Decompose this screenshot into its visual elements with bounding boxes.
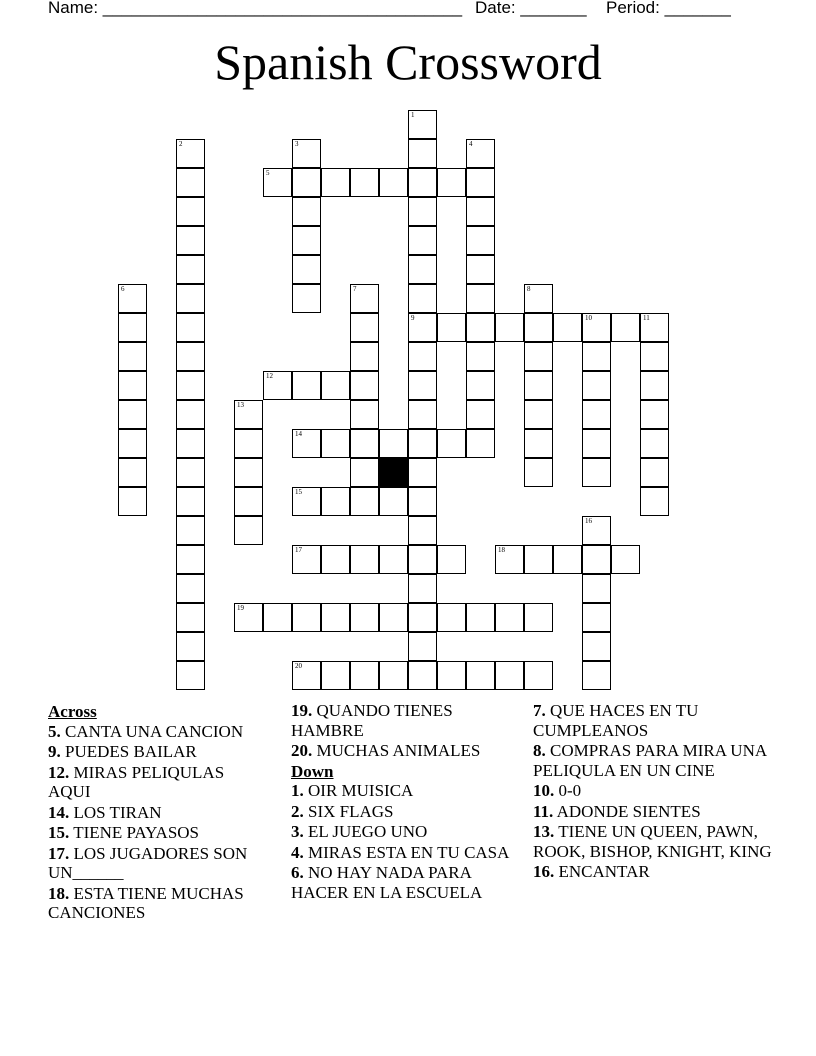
grid-cell[interactable]	[292, 284, 321, 313]
clue-item	[533, 701, 773, 740]
grid-cell[interactable]	[118, 371, 147, 400]
grid-cell[interactable]	[176, 632, 205, 661]
grid-cell[interactable]	[582, 574, 611, 603]
grid-cell[interactable]	[350, 313, 379, 342]
clue-text: TIENE PAYASOS	[69, 823, 199, 842]
grid-cell[interactable]	[524, 429, 553, 458]
clue-number-label: 17.	[48, 843, 70, 863]
clue-number-label: 7.	[533, 701, 546, 720]
clue-text: TIENE UN QUEEN, PAWN, ROOK, BISHOP, KNIGHT, KING	[533, 822, 772, 861]
grid-cell[interactable]	[408, 139, 437, 168]
clue-number: 12	[266, 372, 273, 380]
grid-cell[interactable]	[582, 429, 611, 458]
clue-number-label: 2.	[291, 801, 304, 821]
grid-cell[interactable]	[437, 429, 466, 458]
grid-cell[interactable]	[292, 603, 321, 632]
clue-text: NO HAY NADA PARA HACER EN LA ESCUELA	[291, 863, 483, 902]
grid-cell[interactable]	[118, 400, 147, 429]
grid-cell[interactable]	[292, 545, 321, 574]
clue-item	[533, 741, 773, 780]
grid-cell[interactable]	[234, 487, 263, 516]
clue-number: 6	[121, 285, 125, 293]
clue-number-label: 16.	[533, 862, 555, 881]
grid-cell[interactable]	[176, 197, 205, 226]
grid-cell[interactable]	[466, 603, 495, 632]
grid-cell[interactable]	[176, 313, 205, 342]
clue-number-label: 15.	[48, 823, 70, 842]
grid-cell[interactable]	[437, 661, 466, 690]
grid-cell[interactable]	[524, 545, 553, 574]
grid-cell[interactable]	[321, 429, 350, 458]
grid-cell[interactable]	[466, 313, 495, 342]
grid-cell[interactable]	[408, 313, 437, 342]
grid-cell[interactable]	[466, 342, 495, 371]
down-clue-list	[291, 781, 521, 902]
clue-item	[291, 701, 521, 740]
clue-text: COMPRAS PARA MIRA UNA PELIQULA EN UN CINE	[533, 741, 767, 780]
clue-item	[291, 822, 521, 842]
clue-number-label: 1.	[291, 781, 304, 800]
period-field[interactable]: Period: _______	[606, 0, 731, 17]
across-clue-list	[48, 722, 268, 923]
clue-number: 14	[295, 430, 302, 438]
grid-cell[interactable]	[640, 371, 669, 400]
clue-item	[48, 844, 268, 883]
across-clue-list-continued	[291, 701, 521, 761]
grid-cell[interactable]	[379, 168, 408, 197]
grid-cell[interactable]	[408, 487, 437, 516]
grid-cell[interactable]	[292, 139, 321, 168]
clue-number-label: 6.	[291, 863, 304, 882]
clue-text: ESTA TIENE MUCHAS CANCIONES	[48, 883, 244, 922]
grid-cell[interactable]	[466, 429, 495, 458]
grid-cell[interactable]	[582, 313, 611, 342]
grid-cell[interactable]	[582, 458, 611, 487]
clue-number: 10	[585, 314, 592, 322]
grid-cell[interactable]	[321, 168, 350, 197]
clue-text: OIR MUISICA	[303, 781, 414, 800]
grid-cell[interactable]	[582, 371, 611, 400]
grid-cell[interactable]	[176, 400, 205, 429]
clue-item	[291, 843, 521, 863]
grid-cell[interactable]	[408, 545, 437, 574]
grid-cell[interactable]	[350, 603, 379, 632]
clue-item	[48, 763, 268, 802]
clue-number: 2	[179, 140, 183, 148]
grid-cell[interactable]	[408, 458, 437, 487]
grid-cell[interactable]	[553, 545, 582, 574]
clue-number-label: 11.	[533, 801, 554, 821]
grid-cell[interactable]	[408, 342, 437, 371]
grid-cell[interactable]	[582, 661, 611, 690]
grid-cell[interactable]	[292, 168, 321, 197]
grid-cell[interactable]	[582, 632, 611, 661]
clue-number: 3	[295, 140, 299, 148]
grid-cell[interactable]	[466, 226, 495, 255]
grid-cell[interactable]	[408, 168, 437, 197]
grid-cell[interactable]	[176, 545, 205, 574]
grid-cell[interactable]	[176, 516, 205, 545]
grid-cell[interactable]	[379, 429, 408, 458]
clue-number: 5	[266, 169, 270, 177]
grid-cell[interactable]	[263, 603, 292, 632]
clue-number: 20	[295, 662, 302, 670]
grid-cell[interactable]	[582, 516, 611, 545]
clues-column-1	[48, 701, 268, 924]
grid-cell[interactable]	[640, 458, 669, 487]
grid-cell[interactable]	[466, 255, 495, 284]
grid-cell[interactable]	[611, 545, 640, 574]
grid-cell[interactable]	[408, 226, 437, 255]
grid-cell[interactable]	[176, 429, 205, 458]
grid-cell[interactable]	[292, 661, 321, 690]
grid-cell[interactable]	[437, 168, 466, 197]
grid-cell[interactable]	[350, 284, 379, 313]
grid-cell[interactable]	[350, 487, 379, 516]
clue-number-label: 9.	[48, 742, 61, 761]
grid-cell[interactable]	[350, 429, 379, 458]
grid-cell[interactable]	[582, 400, 611, 429]
grid-cell[interactable]	[640, 429, 669, 458]
clues-column-2	[291, 701, 521, 903]
grid-cell[interactable]	[408, 110, 437, 139]
grid-cell[interactable]	[176, 255, 205, 284]
clue-number: 15	[295, 488, 302, 496]
grid-cell[interactable]	[582, 545, 611, 574]
clue-number: 7	[353, 285, 357, 293]
across-heading: Across	[48, 702, 97, 721]
clue-item	[533, 822, 773, 861]
grid-cell[interactable]	[379, 661, 408, 690]
grid-cell[interactable]	[118, 342, 147, 371]
clue-number-label: 5.	[48, 721, 61, 741]
grid-cell[interactable]	[524, 313, 553, 342]
grid-cell[interactable]	[408, 371, 437, 400]
clue-text: ADONDE SIENTES	[553, 801, 701, 821]
grid-cell[interactable]	[292, 226, 321, 255]
grid-cell[interactable]	[466, 139, 495, 168]
clue-item	[48, 742, 268, 762]
clue-text: QUE HACES EN TU CUMPLEANOS	[533, 701, 699, 740]
clue-item	[533, 802, 773, 822]
grid-cell[interactable]	[466, 371, 495, 400]
grid-cell[interactable]	[582, 603, 611, 632]
clue-number-label: 13.	[533, 822, 555, 841]
grid-cell[interactable]	[437, 313, 466, 342]
name-field[interactable]: Name: ______________________________________	[48, 0, 463, 17]
grid-cell[interactable]	[466, 197, 495, 226]
clue-text: ENCANTAR	[554, 862, 650, 881]
grid-cell[interactable]	[350, 400, 379, 429]
grid-cell[interactable]	[176, 284, 205, 313]
grid-cell[interactable]	[408, 574, 437, 603]
clue-item	[533, 781, 773, 801]
grid-cell[interactable]	[524, 661, 553, 690]
grid-cell[interactable]	[437, 603, 466, 632]
grid-cell[interactable]	[234, 603, 263, 632]
grid-cell[interactable]	[611, 313, 640, 342]
clue-item	[48, 884, 268, 923]
grid-cell[interactable]	[495, 661, 524, 690]
grid-cell[interactable]	[176, 458, 205, 487]
grid-cell[interactable]	[408, 516, 437, 545]
grid-cell[interactable]	[408, 197, 437, 226]
clue-text: LOS TIRAN	[69, 802, 162, 822]
grid-cell[interactable]	[234, 400, 263, 429]
grid-cell[interactable]	[466, 400, 495, 429]
clue-number-label: 8.	[533, 741, 546, 760]
grid-cell[interactable]	[176, 603, 205, 632]
clue-item	[291, 781, 521, 801]
clues-column-3	[533, 701, 773, 883]
clue-item	[48, 823, 268, 843]
clue-number-label: 19.	[291, 701, 313, 720]
grid-cell[interactable]	[640, 487, 669, 516]
grid-cell[interactable]	[118, 313, 147, 342]
grid-cell[interactable]	[466, 661, 495, 690]
grid-cell[interactable]	[292, 371, 321, 400]
grid-cell[interactable]	[437, 545, 466, 574]
clue-text: SIX FLAGS	[303, 801, 394, 821]
grid-cell[interactable]	[524, 342, 553, 371]
grid-cell[interactable]	[495, 603, 524, 632]
date-field[interactable]: Date: _______	[475, 0, 587, 17]
clue-number: 19	[237, 604, 244, 612]
grid-cell[interactable]	[118, 487, 147, 516]
grid-cell[interactable]	[379, 545, 408, 574]
clue-number: 9	[411, 314, 415, 322]
grid-cell[interactable]	[292, 197, 321, 226]
grid-cell[interactable]	[408, 603, 437, 632]
grid-cell[interactable]	[321, 487, 350, 516]
clue-number: 1	[411, 111, 415, 119]
clue-number-label: 10.	[533, 781, 555, 800]
grid-cell[interactable]	[263, 371, 292, 400]
grid-cell[interactable]	[292, 255, 321, 284]
grid-cell[interactable]	[640, 313, 669, 342]
grid-cell[interactable]	[408, 255, 437, 284]
grid-cell[interactable]	[350, 168, 379, 197]
grid-cell[interactable]	[350, 342, 379, 371]
grid-cell[interactable]	[408, 661, 437, 690]
grid-cell[interactable]	[408, 429, 437, 458]
grid-cell[interactable]	[118, 429, 147, 458]
grid-cell[interactable]	[321, 603, 350, 632]
grid-cell[interactable]	[234, 516, 263, 545]
grid-cell[interactable]	[263, 168, 292, 197]
grid-cell[interactable]	[524, 400, 553, 429]
grid-cell[interactable]	[292, 429, 321, 458]
clue-number-label: 18.	[48, 883, 70, 903]
grid-cell[interactable]	[524, 371, 553, 400]
clue-number: 8	[527, 285, 531, 293]
grid-cell[interactable]	[176, 226, 205, 255]
grid-cell[interactable]	[640, 400, 669, 429]
grid-cell[interactable]	[321, 371, 350, 400]
grid-cell[interactable]	[350, 371, 379, 400]
grid-cell[interactable]	[524, 458, 553, 487]
grid-cell[interactable]	[466, 284, 495, 313]
grid-cell[interactable]	[118, 284, 147, 313]
clue-text: MUCHAS ANIMALES	[312, 741, 481, 760]
grid-cell[interactable]	[524, 284, 553, 313]
clue-number: 16	[585, 517, 592, 525]
clue-item	[291, 741, 521, 761]
grid-cell[interactable]	[495, 313, 524, 342]
grid-cell[interactable]	[582, 342, 611, 371]
clue-item	[48, 803, 268, 823]
clue-number-label: 20.	[291, 741, 313, 760]
grid-cell[interactable]	[408, 632, 437, 661]
grid-cell[interactable]	[553, 313, 582, 342]
grid-cell[interactable]	[321, 661, 350, 690]
grid-cell[interactable]	[640, 342, 669, 371]
clue-item	[291, 802, 521, 822]
grid-cell[interactable]	[234, 458, 263, 487]
clue-text: QUANDO TIENES HAMBRE	[291, 701, 453, 740]
grid-cell[interactable]	[118, 458, 147, 487]
grid-cell[interactable]	[379, 487, 408, 516]
grid-cell[interactable]	[350, 545, 379, 574]
clue-text: 0-0	[554, 781, 582, 800]
clue-number-label: 4.	[291, 842, 304, 862]
grid-cell[interactable]	[234, 429, 263, 458]
clue-item	[291, 863, 521, 902]
clue-number-label: 12.	[48, 762, 70, 782]
grid-cell[interactable]	[176, 168, 205, 197]
clue-text: MIRAS ESTA EN TU CASA	[303, 842, 510, 862]
clue-number-label: 14.	[48, 802, 70, 822]
clue-number: 13	[237, 401, 244, 409]
grid-cell[interactable]	[466, 168, 495, 197]
black-cell	[379, 458, 408, 487]
clue-text: LOS JUGADORES SON UN______	[48, 843, 248, 882]
grid-cell[interactable]	[321, 545, 350, 574]
clue-number: 11	[643, 314, 650, 322]
grid-cell[interactable]	[495, 545, 524, 574]
grid-cell[interactable]	[176, 574, 205, 603]
grid-cell[interactable]	[176, 487, 205, 516]
clue-number-label: 3.	[291, 822, 304, 841]
grid-cell[interactable]	[292, 487, 321, 516]
grid-cell[interactable]	[176, 371, 205, 400]
page-title: Spanish Crossword	[214, 34, 602, 90]
grid-cell[interactable]	[408, 400, 437, 429]
clue-number: 18	[498, 546, 505, 554]
grid-cell[interactable]	[176, 661, 205, 690]
grid-cell[interactable]	[379, 603, 408, 632]
grid-cell[interactable]	[350, 661, 379, 690]
down-heading: Down	[291, 761, 334, 781]
grid-cell[interactable]	[176, 139, 205, 168]
clue-text: CANTA UNA CANCION	[60, 721, 244, 741]
grid-cell[interactable]	[524, 603, 553, 632]
down-clue-list-continued	[533, 701, 773, 882]
clue-text: EL JUEGO UNO	[303, 822, 428, 841]
grid-cell[interactable]	[176, 342, 205, 371]
clue-item	[533, 862, 773, 882]
grid-cell[interactable]	[408, 284, 437, 313]
clue-number: 17	[295, 546, 302, 554]
clue-text: PUEDES BAILAR	[60, 742, 197, 761]
grid-cell[interactable]	[350, 458, 379, 487]
clue-item	[48, 722, 268, 742]
clue-number: 4	[469, 140, 473, 148]
clue-text: MIRAS PELIQULAS AQUI	[48, 762, 225, 801]
